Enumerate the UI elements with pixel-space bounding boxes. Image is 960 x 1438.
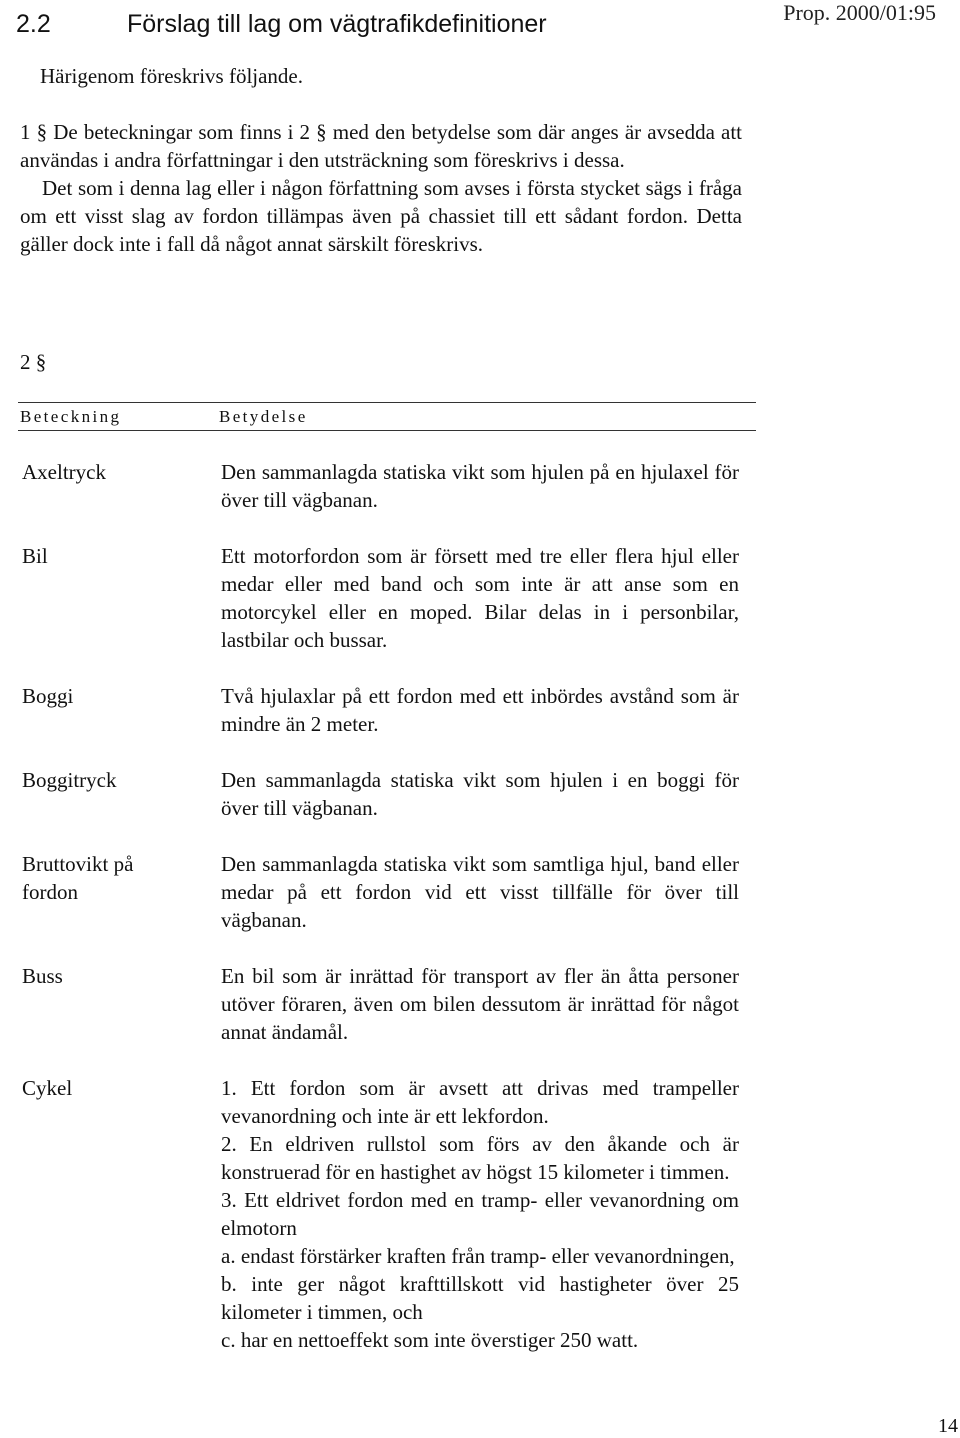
section-number: 2.2 xyxy=(16,10,51,38)
cykel-item-3c: c. har en nettoeffekt som inte överstiger 250 watt. xyxy=(221,1328,639,1352)
column-header-term: Beteckning xyxy=(20,407,122,426)
section-title: Förslag till lag om vägtrafikdefinitioner xyxy=(127,10,547,38)
column-header-definition: Betydelse xyxy=(219,407,308,426)
cykel-item-1: 1. Ett fordon som är avsett att drivas med trampeller vevanordning och inte är ett lekfordon. xyxy=(221,1076,739,1128)
table-top-rule xyxy=(18,402,756,403)
intro-text: Härigenom föreskrivs följande. xyxy=(40,64,304,88)
definition-cykel xyxy=(221,1074,739,1354)
section-1-paragraph-2: Det som i denna lag eller i någon författning som avses i första stycket sägs i fråga om ett visst slag av fordon tillämpas även på chassiet till ett sådant fordon. Detta gäller dock inte i fall då något annat särskilt föreskrivs. xyxy=(20,176,742,256)
definition-axeltryck: Den sammanlagda statiska vikt som hjulen på en hjulaxel för över till vägbanan. xyxy=(221,460,739,512)
definition-boggi: Två hjulaxlar på ett fordon med ett inbördes avstånd som är mindre än 2 meter. xyxy=(221,684,739,736)
definition-buss: En bil som är inrättad för transport av fler än åtta personer utöver föraren, även om bilen dessutom är inrättad för något annat ändamål. xyxy=(221,964,739,1044)
cykel-item-3a: a. endast förstärker kraften från tramp- eller vevanordningen, xyxy=(221,1244,735,1268)
term-bruttovikt-pa-fordon: Bruttovikt på fordon xyxy=(22,852,134,904)
term-axeltryck: Axeltryck xyxy=(22,460,106,484)
table-header-rule xyxy=(18,430,756,431)
proposition-reference: Prop. 2000/01:95 xyxy=(783,0,936,25)
term-boggi: Boggi xyxy=(22,684,74,708)
term-cykel: Cykel xyxy=(22,1076,73,1100)
term-bil: Bil xyxy=(22,544,48,568)
cykel-item-2: 2. En eldriven rullstol som förs av den åkande och är konstruerad för en hastighet av högst 15 kilometer i timmen. xyxy=(221,1132,739,1184)
term-boggitryck: Boggitryck xyxy=(22,768,117,792)
cykel-item-3b: b. inte ger något krafttillskott vid hastigheter över 25 kilometer i timmen, och xyxy=(221,1272,739,1324)
section-2-mark: 2 § xyxy=(20,350,47,374)
term-buss: Buss xyxy=(22,964,63,988)
section-1-paragraph-1: 1 § De beteckningar som finns i 2 § med den betydelse som där anges är avsedda att användas i andra författningar i den utsträckning som föreskrivs i dessa. xyxy=(20,120,742,172)
cykel-item-3: 3. Ett eldrivet fordon med en tramp- eller vevanordning om elmotorn xyxy=(221,1188,739,1240)
section-1 xyxy=(20,118,742,258)
definition-bruttovikt-pa-fordon: Den sammanlagda statiska vikt som samtliga hjul, band eller medar på ett fordon vid ett visst tillfälle för över till vägbanan. xyxy=(221,852,739,932)
page-number: 14 xyxy=(938,1415,958,1437)
definition-boggitryck: Den sammanlagda statiska vikt som hjulen i en boggi för över till vägbanan. xyxy=(221,768,739,820)
definition-bil: Ett motorfordon som är försett med tre eller flera hjul eller medar eller med band och som inte är att anse som en motorcykel eller en moped. Bilar delas in i personbilar, lastbilar och bussar. xyxy=(221,544,739,652)
